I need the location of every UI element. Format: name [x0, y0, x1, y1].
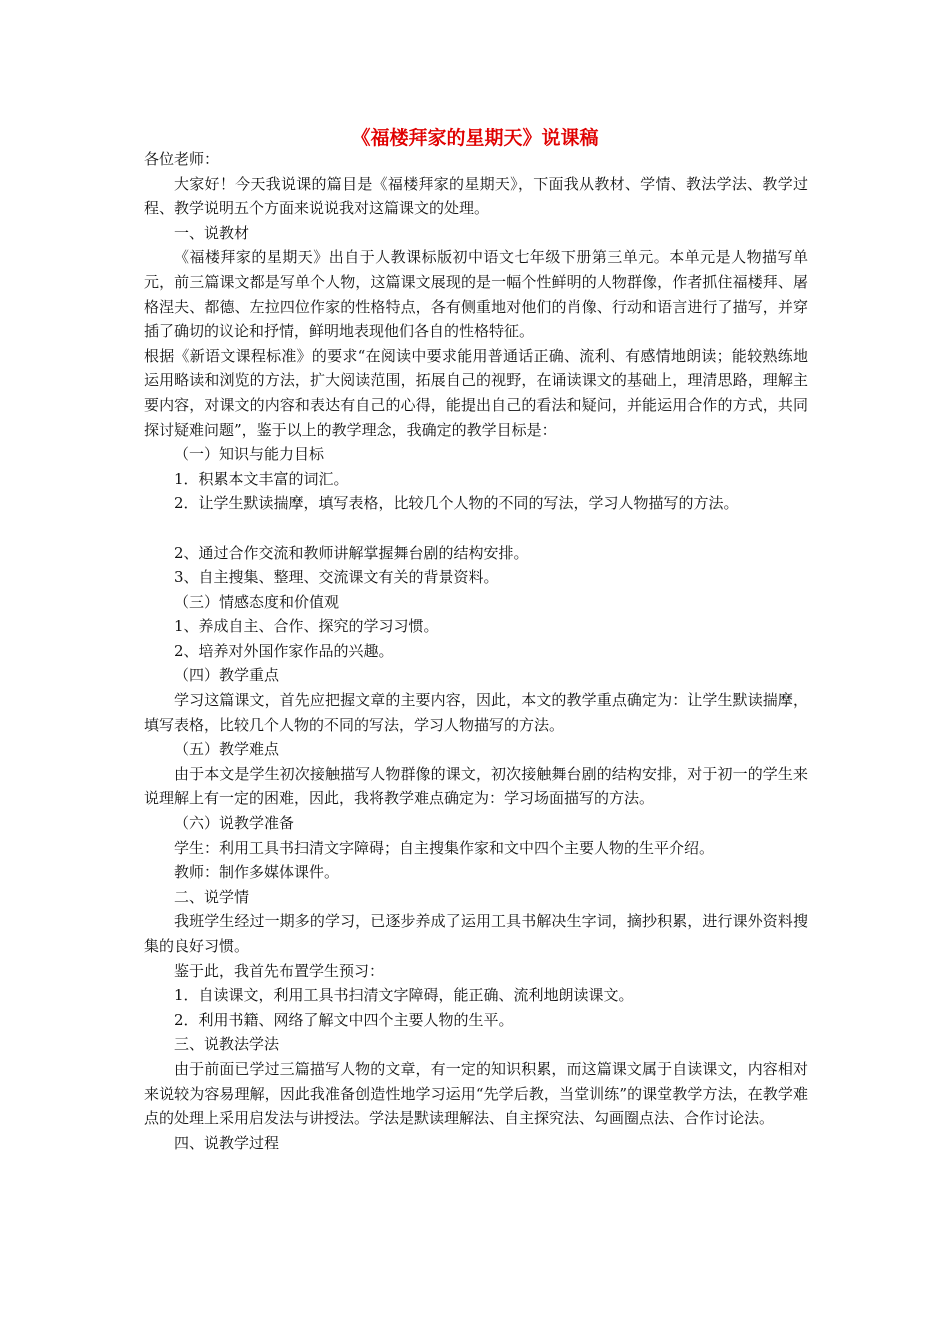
paragraph: 学生：利用工具书扫清文字障碍；自主搜集作家和文中四个主要人物的生平介绍。: [174, 838, 715, 857]
paragraph: 2、通过合作交流和教师讲解掌握舞台剧的结构安排。: [174, 543, 529, 562]
paragraph: 四、说教学过程: [174, 1133, 280, 1152]
paragraph: 鉴于此，我首先布置学生预习：: [174, 961, 385, 980]
paragraph: 3、自主搜集、整理、交流课文有关的背景资料。: [174, 568, 499, 587]
paragraph: 二、说学情: [174, 887, 250, 906]
paragraph: （五）教学难点: [174, 740, 280, 759]
paragraph: 由于前面已学过三篇描写人物的文章，有一定的知识积累，而这篇课文属于自读课文，内容相对来说较为容易理解，因此我准备创造性地学习运用“先学后教，当堂训练”的课堂教学方法，在教学难点的处理上采用启发法与讲授法。学法是默读理解法、自主探究法、勾画圈点法、合作讨论法。: [144, 1059, 808, 1128]
paragraph: 《福楼拜家的星期天》出自于人教课标版初中语文七年级下册第三单元。本单元是人物描写单元，前三篇课文都是写单个人物，这篇课文展现的是一幅个性鲜明的人物群像，作者抓住福楼拜、屠格涅夫、都德、左拉四位作家的性格特点，各有侧重地对他们的肖像、行动和语言进行了描写，并穿插了确切的议论和抒情，鲜明地表现他们各自的性格特征。: [144, 248, 808, 341]
paragraph: （六）说教学准备: [174, 814, 295, 833]
paragraph: 一、说教材: [174, 223, 250, 242]
blank-line: [144, 516, 808, 541]
paragraph: 2、培养对外国作家作品的兴趣。: [174, 641, 394, 660]
paragraph: （三）情感态度和价值观: [174, 592, 340, 611]
paragraph: （四）教学重点: [174, 666, 280, 685]
paragraph: 各位老师：: [144, 150, 220, 168]
paragraph: 三、说教法学法: [174, 1035, 280, 1054]
paragraph: 根据《新语文课程标准》的要求“在阅读中要求能用普通话正确、流利、有感情地朗读；能较熟练地运用略读和浏览的方法，扩大阅读范围，拓展自己的视野，在诵读课文的基础上，理清思路，理解主要内容，对课文的内容和表达有自己的心得，能提出自己的看法和疑问，并能运用合作的方式，共同探讨疑难问题”，鉴于以上的教学理念，我确定的教学目标是：: [144, 346, 808, 439]
paragraph: （一）知识与能力目标: [174, 445, 325, 464]
document-body: [144, 147, 808, 1155]
paragraph: 2．让学生默读揣摩，填写表格，比较几个人物的不同的写法，学习人物描写的方法。: [174, 494, 739, 513]
paragraph: 2．利用书籍、网络了解文中四个主要人物的生平。: [174, 1010, 514, 1029]
paragraph: 学习这篇课文，首先应把握文章的主要内容，因此，本文的教学重点确定为：让学生默读揣摩，填写表格，比较几个人物的不同的写法，学习人物描写的方法。: [144, 691, 808, 734]
paragraph: 大家好！今天我说课的篇目是《福楼拜家的星期天》，下面我从教材、学情、教法学法、教学过程、教学说明五个方面来说说我对这篇课文的处理。: [144, 174, 808, 218]
paragraph: 1．自读课文，利用工具书扫清文字障碍，能正确、流利地朗读课文。: [174, 986, 634, 1005]
paragraph: 由于本文是学生初次接触描写人物群像的课文，初次接触舞台剧的结构安排，对于初一的学生来说理解上有一定的困难，因此，我将教学难点确定为：学习场面描写的方法。: [144, 764, 808, 808]
paragraph: 1．积累本文丰富的词汇。: [174, 469, 349, 488]
paragraph: 1、养成自主、合作、探究的学习习惯。: [174, 617, 439, 636]
paragraph: 我班学生经过一期多的学习，已逐步养成了运用工具书解决生字词，摘抄积累，进行课外资料搜集的良好习惯。: [144, 912, 808, 955]
paragraph: 教师：制作多媒体课件。: [174, 863, 340, 882]
document-title: 《福楼拜家的星期天》说课稿: [351, 127, 599, 149]
